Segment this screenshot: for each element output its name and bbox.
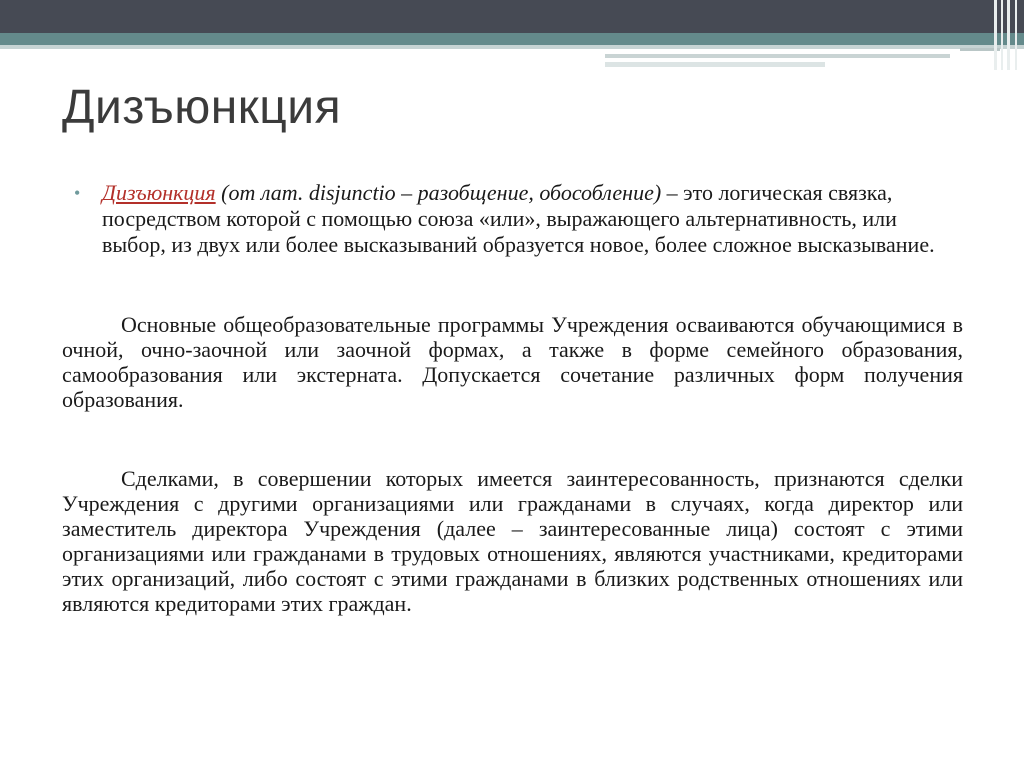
- definition-body: – это логическая связка, посредством которой с помощью союза «или», выражающего альтернативность, или выбор, из двух или более высказываний образуется новое, более сложное высказывание.: [102, 180, 935, 257]
- etymology: (от лат. disjunctio – разобщение, обособление): [215, 180, 662, 205]
- paragraph-2: Сделками, в совершении которых имеется заинтересованность, признаются сделки Учреждения с другими организациями или гражданами в случаях, когда директор или заместитель директора Учреждения (далее – заинтересованные лица) состоят с этими организациями или гражданами в трудовых отношениях, являются участниками, кредиторами этих организаций, либо состоят с этими гражданами в близких родственных отношениях или являются кредиторами этих граждан.: [62, 466, 963, 616]
- term-link[interactable]: Дизъюнкция: [102, 180, 216, 205]
- header-teal-band: [0, 33, 1024, 45]
- header-dark-band: [0, 0, 1024, 33]
- decor-stripe: [605, 54, 950, 58]
- definition-bullet: [74, 180, 964, 258]
- header-light-band: [0, 45, 1024, 49]
- definition-text: [102, 180, 964, 258]
- bullet-dot-icon: •: [74, 183, 81, 203]
- decor-vertical-bars: [990, 0, 1024, 70]
- paragraph-1: Основные общеобразовательные программы Учреждения осваиваются обучающимися в очной, очно-заочной или заочной формах, а также в форме семейного образования, самообразования или экстерната. Допускается сочетание различных форм получения образования.: [62, 312, 963, 412]
- decor-stripe: [605, 62, 825, 67]
- slide-title: Дизъюнкция: [62, 81, 342, 134]
